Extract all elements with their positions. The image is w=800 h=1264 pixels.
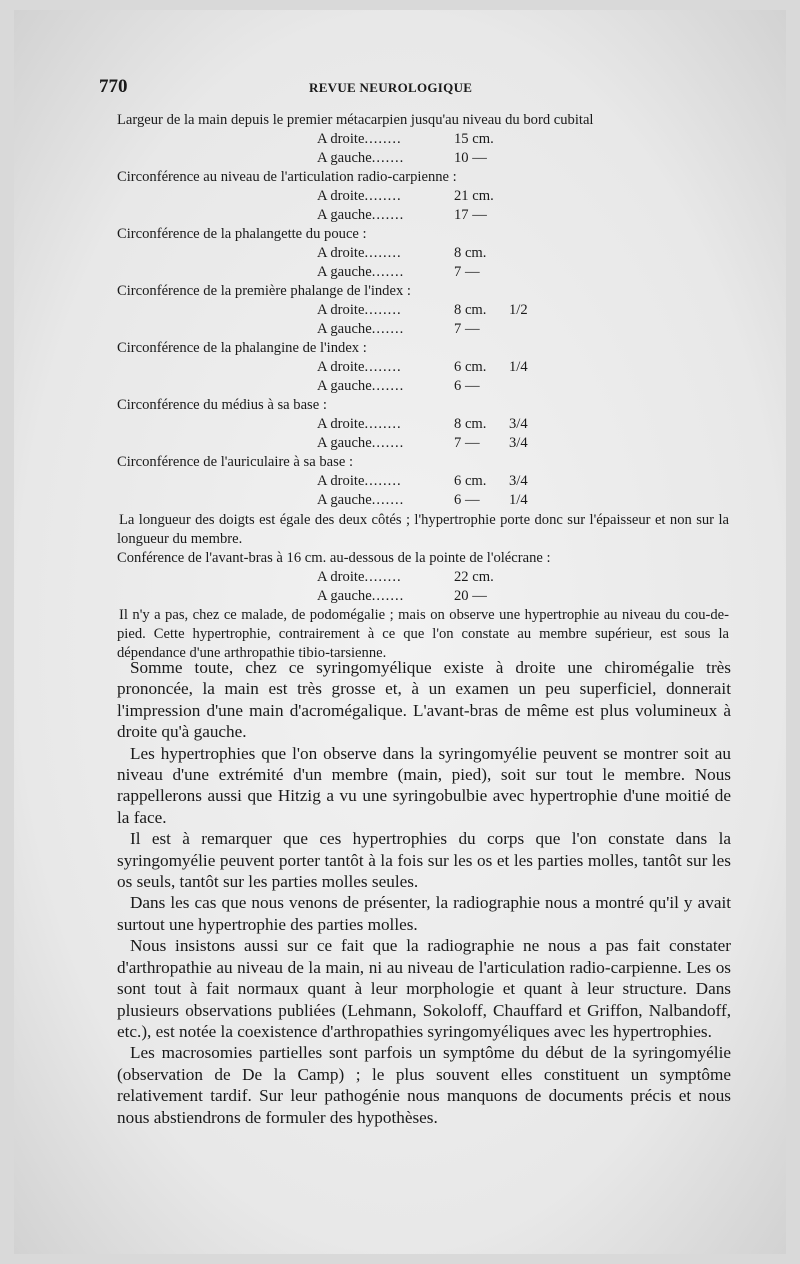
measurement-heading: Circonférence de la phalangette du pouce : [117,226,367,242]
measurement-row: A droite........ 6 cm. 1/4 [317,359,528,375]
measurement-row: A droite........ 8 cm. 3/4 [317,416,528,432]
measure-value: 6 — [454,492,480,508]
measure-fraction: 1/2 [509,302,528,318]
running-header [99,76,739,100]
measurement-row: A droite........ 21 cm. [317,188,494,204]
measurement-heading: Largeur de la main depuis le premier métacarpien jusqu'au niveau du bord cubital [117,112,594,128]
measure-value: 21 cm. [454,188,494,204]
side-label: A gauche [317,321,372,337]
side-label: A droite [317,569,365,585]
measurement-row: A gauche....... 20 — [317,588,487,604]
measurement-row: A droite........ 6 cm. 3/4 [317,473,528,489]
measurement-row: A droite........ 15 cm. [317,131,494,147]
measure-value: 10 — [454,150,487,166]
page-number: 770 [99,76,128,97]
side-label: A gauche [317,492,372,508]
measurement-row: A gauche....... 6 — 1/4 [317,492,528,508]
side-label: A gauche [317,207,372,223]
paragraph: Dans les cas que nous venons de présenter, la radiographie nous a montré qu'il y avait surtout une hypertrophie des parties molles. [117,893,731,934]
measurement-heading: Circonférence de l'auriculaire à sa base : [117,454,354,470]
measure-value: 15 cm. [454,131,494,147]
side-label: A droite [317,359,365,375]
measurement-row: A gauche....... 17 — [317,207,487,223]
side-label: A gauche [317,435,372,451]
measure-fraction: 3/4 [509,416,528,432]
measure-fraction: 1/4 [509,359,528,375]
side-label: A droite [317,245,365,261]
side-label: A droite [317,473,365,489]
measurement-heading: Circonférence de la première phalange de l'index : [117,283,411,299]
measure-value: 7 — [454,264,480,280]
paragraph: Les macrosomies partielles sont parfois un symptôme du début de la syringomyélie (observation de De la Camp) ; le plus souvent elles constituent un symptôme relativement tardif. Sur leur pathogénie nous manquons de documents précis et nous nous abstiendrons de formuler des hypothèses. [117,1043,731,1127]
measurement-row: A gauche....... 10 — [317,150,487,166]
measure-fraction: 1/4 [509,492,528,508]
body-text [117,657,731,1128]
measurement-row: A droite........ 8 cm. [317,245,487,261]
measurement-row: A gauche....... 7 — [317,321,480,337]
measure-fraction: 3/4 [509,473,528,489]
measure-value: 6 — [454,378,480,394]
note-podomegaly: Il n'y a pas, chez ce malade, de podomégalie ; mais on observe une hypertrophie au niveau du cou-de-pied. Cette hypertrophie, contrairement à ce que l'on constate au membre supérieur, est sous la dépendance d'une arthropathie tibio-tarsienne. [117,607,729,661]
measurement-row: A droite........ 8 cm. 1/2 [317,302,528,318]
measurement-section [117,111,729,663]
paragraph: Nous insistons aussi sur ce fait que la radiographie ne nous a pas fait constater d'arthropathie au niveau de la main, ni au niveau de l'articulation radio-carpienne. Les os sont tout à fait normaux quant à leur morphologie et quant à leur structure. Dans plusieurs observations publiées (Lehmann, Sokoloff, Chauffard et Griffon, Nalbandoff, etc.), est notée la coexistence d'arthropathies syringomyéliques avec les hypertrophies. [117,936,731,1041]
measure-value: 22 cm. [454,569,494,585]
measurement-row: A gauche....... 7 — [317,264,480,280]
measurement-heading: Circonférence au niveau de l'articulation radio-carpienne : [117,169,457,185]
measure-value: 6 cm. [454,473,487,489]
side-label: A gauche [317,588,372,604]
measure-value: 20 — [454,588,487,604]
measurement-row: A gauche....... 7 — 3/4 [317,435,528,451]
side-label: A gauche [317,378,372,394]
measurement-heading: Circonférence du médius à sa base : [117,397,327,413]
note-finger-length: La longueur des doigts est égale des deux côtés ; l'hypertrophie porte donc sur l'épaisseur et non sur la longueur du membre. [117,512,729,547]
side-label: A droite [317,131,365,147]
measure-value: 7 — [454,321,480,337]
side-label: A gauche [317,150,372,166]
paragraph: Il est à remarquer que ces hypertrophies du corps que l'on constate dans la syringomyélie peuvent porter tantôt à la fois sur les os et les parties molles, tantôt sur les os seuls, tantôt sur les parties molles seules. [117,829,731,892]
measure-value: 8 cm. [454,245,487,261]
side-label: A droite [317,188,365,204]
measurement-row: A gauche....... 6 — [317,378,480,394]
paragraph: Les hypertrophies que l'on observe dans la syringomyélie peuvent se montrer soit au niveau d'une extrémité d'un membre (main, pied), soit sur tout le membre. Nous rappellerons aussi que Hitzig a vu une syringobulbie avec hypertrophie d'une moitié de la face. [117,743,731,827]
side-label: A droite [317,416,365,432]
measure-fraction: 3/4 [509,435,528,451]
measurement-row: A droite........ 22 cm. [317,569,494,585]
paragraph: Somme toute, chez ce syringomyélique existe à droite une chiromégalie très prononcée, la main est très grosse et, à un examen un peu superficiel, donnerait l'impression d'une main d'acromégalique. L'avant-bras de même est plus volumineux à droite qu'à gauche. [117,658,731,742]
measure-value: 17 — [454,207,487,223]
side-label: A gauche [317,264,372,280]
measure-value: 7 — [454,435,480,451]
journal-title: REVUE NEUROLOGIQUE [309,80,473,95]
measurement-heading: Circonférence de la phalangine de l'index : [117,340,367,356]
measure-value: 8 cm. [454,302,487,318]
forearm-heading: Conférence de l'avant-bras à 16 cm. au-dessous de la pointe de l'olécrane : [117,550,551,566]
measure-value: 6 cm. [454,359,487,375]
side-label: A droite [317,302,365,318]
measure-value: 8 cm. [454,416,487,432]
